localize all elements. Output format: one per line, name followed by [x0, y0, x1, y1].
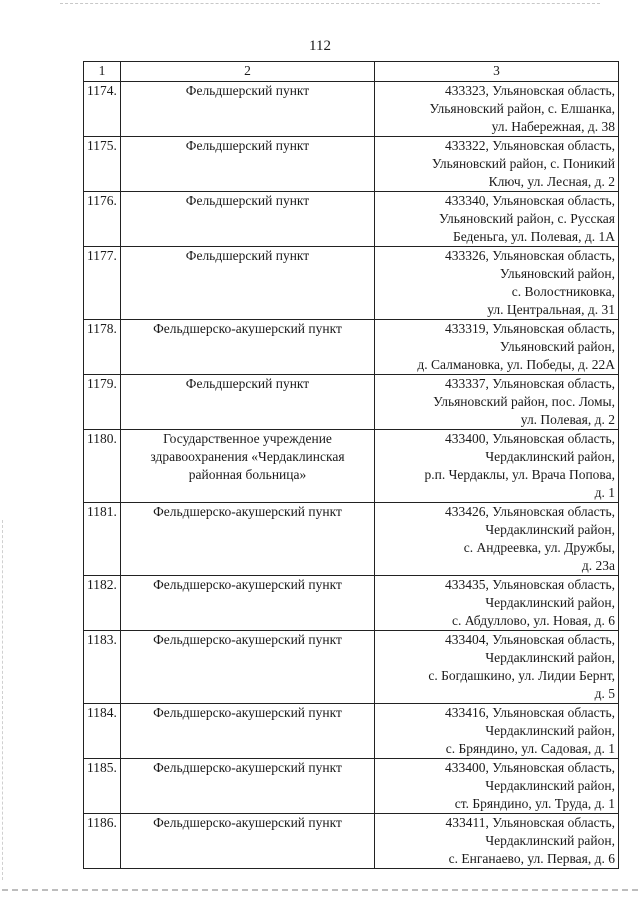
address-line: 433400, Ульяновская область, — [444, 431, 615, 446]
address-line: 433326, Ульяновская область, — [444, 248, 615, 263]
row-number: 1183. — [84, 631, 121, 704]
address-line: 433404, Ульяновская область, — [444, 632, 615, 647]
row-number: 1186. — [84, 814, 121, 869]
page-number: 112 — [309, 38, 331, 54]
institution-address — [375, 576, 619, 631]
table-row — [84, 82, 619, 137]
row-number: 1180. — [84, 430, 121, 503]
table-row — [84, 576, 619, 631]
institution-address — [375, 320, 619, 375]
institution-address — [375, 631, 619, 704]
institution-name-line: Фельдшерский пункт — [185, 248, 310, 263]
address-line: ул. Полевая, д. 2 — [520, 412, 615, 427]
address-line: с. Волостниковка, — [511, 284, 615, 299]
address-line: ул. Набережная, д. 38 — [491, 119, 615, 134]
institution-name — [121, 814, 375, 869]
row-number: 1178. — [84, 320, 121, 375]
institution-name-line: Фельдшерско-акушерский пункт — [153, 760, 342, 775]
institution-name-line: Фельдшерский пункт — [185, 138, 310, 153]
scan-artifact-top — [60, 3, 600, 6]
address-line: Чердаклинский район, — [485, 449, 615, 464]
institution-name — [121, 576, 375, 631]
institution-name-line: Фельдшерско-акушерский пункт — [153, 577, 342, 592]
institution-name-line: Фельдшерско-акушерский пункт — [153, 504, 342, 519]
institution-name — [121, 137, 375, 192]
institution-name — [121, 247, 375, 320]
address-line: Чердаклинский район, — [485, 833, 615, 848]
address-line: Ульяновский район, — [499, 339, 615, 354]
table-body — [84, 82, 619, 869]
address-line: 433411, Ульяновская область, — [445, 815, 615, 830]
table-row — [84, 814, 619, 869]
address-line: 433426, Ульяновская область, — [444, 504, 615, 519]
row-number: 1175. — [84, 137, 121, 192]
address-line: с. Богдашкино, ул. Лидии Бернт, — [428, 668, 615, 683]
institution-name — [121, 320, 375, 375]
institution-name-line: Фельдшерско-акушерский пункт — [153, 815, 342, 830]
institution-name-line: Фельдшерский пункт — [185, 376, 310, 391]
row-number: 1182. — [84, 576, 121, 631]
institution-name-line: Фельдшерско-акушерский пункт — [153, 632, 342, 647]
table-row — [84, 704, 619, 759]
institution-name-line: районная больница» — [188, 467, 307, 482]
row-number: 1185. — [84, 759, 121, 814]
institution-name-line: Фельдшерский пункт — [185, 83, 310, 98]
address-line: с. Енганаево, ул. Первая, д. 6 — [448, 851, 615, 866]
scan-artifact-left — [2, 520, 4, 880]
institution-address — [375, 503, 619, 576]
address-line: Ульяновский район, — [499, 266, 615, 281]
institution-address — [375, 192, 619, 247]
address-line: 433337, Ульяновская область, — [444, 376, 615, 391]
institution-name-line: Фельдшерско-акушерский пункт — [153, 705, 342, 720]
table-row — [84, 430, 619, 503]
row-number: 1179. — [84, 375, 121, 430]
institution-address — [375, 247, 619, 320]
institution-address — [375, 375, 619, 430]
address-line: Чердаклинский район, — [485, 723, 615, 738]
institution-name — [121, 631, 375, 704]
column-header-address: 3 — [375, 62, 619, 82]
address-line: 433435, Ульяновская область, — [444, 577, 615, 592]
institution-address — [375, 759, 619, 814]
table-row — [84, 247, 619, 320]
row-number: 1177. — [84, 247, 121, 320]
institution-name-line: здравоохранения «Чердаклинская — [150, 449, 345, 464]
address-line: с. Абдуллово, ул. Новая, д. 6 — [451, 613, 615, 628]
address-line: Чердаклинский район, — [485, 522, 615, 537]
row-number: 1184. — [84, 704, 121, 759]
scan-artifact-bottom — [2, 889, 638, 893]
address-line: Беденьга, ул. Полевая, д. 1А — [452, 229, 615, 244]
institution-address — [375, 814, 619, 869]
table-row — [84, 375, 619, 430]
address-line: д. Салмановка, ул. Победы, д. 22А — [417, 357, 615, 372]
institution-name — [121, 759, 375, 814]
column-header-number: 1 — [84, 62, 121, 82]
header-row — [84, 62, 619, 82]
address-line: 433400, Ульяновская область, — [444, 760, 615, 775]
table-row — [84, 192, 619, 247]
institution-address — [375, 430, 619, 503]
institution-name-line: Фельдшерско-акушерский пункт — [153, 321, 342, 336]
institution-name-line: Фельдшерский пункт — [185, 193, 310, 208]
address-line: 433340, Ульяновская область, — [444, 193, 615, 208]
institution-name — [121, 704, 375, 759]
row-number: 1181. — [84, 503, 121, 576]
address-line: с. Бряндино, ул. Садовая, д. 1 — [445, 741, 615, 756]
address-line: р.п. Чердаклы, ул. Врача Попова, — [424, 467, 615, 482]
institution-name — [121, 82, 375, 137]
address-line: д. 23а — [581, 558, 615, 573]
institution-name — [121, 375, 375, 430]
row-number: 1176. — [84, 192, 121, 247]
registry-table — [83, 61, 619, 869]
address-line: ул. Центральная, д. 31 — [487, 302, 615, 317]
institution-address — [375, 82, 619, 137]
address-line: Ульяновский район, с. Елшанка, — [429, 101, 615, 116]
institution-address — [375, 137, 619, 192]
address-line: Ульяновский район, с. Русская — [438, 211, 615, 226]
institution-name — [121, 430, 375, 503]
address-line: д. 5 — [594, 686, 615, 701]
address-line: Ульяновский район, пос. Ломы, — [433, 394, 615, 409]
address-line: 433323, Ульяновская область, — [444, 83, 615, 98]
address-line: Чердаклинский район, — [485, 778, 615, 793]
institution-name-line: Государственное учреждение — [163, 431, 332, 446]
institution-name — [121, 503, 375, 576]
table-row — [84, 631, 619, 704]
table-row — [84, 503, 619, 576]
address-line: Ключ, ул. Лесная, д. 2 — [488, 174, 615, 189]
table-row — [84, 137, 619, 192]
address-line: д. 1 — [594, 485, 615, 500]
address-line: Ульяновский район, с. Поникий — [431, 156, 615, 171]
column-header-name: 2 — [121, 62, 375, 82]
address-line: 433416, Ульяновская область, — [444, 705, 615, 720]
table-row — [84, 320, 619, 375]
address-line: Чердаклинский район, — [485, 595, 615, 610]
table-header — [84, 62, 619, 82]
address-line: 433322, Ульяновская область, — [444, 138, 615, 153]
institution-name — [121, 192, 375, 247]
table-row — [84, 759, 619, 814]
address-line: Чердаклинский район, — [485, 650, 615, 665]
address-line: с. Андреевка, ул. Дружбы, — [463, 540, 615, 555]
row-number: 1174. — [84, 82, 121, 137]
address-line: ст. Бряндино, ул. Труда, д. 1 — [454, 796, 615, 811]
address-line: 433319, Ульяновская область, — [444, 321, 615, 336]
institution-address — [375, 704, 619, 759]
